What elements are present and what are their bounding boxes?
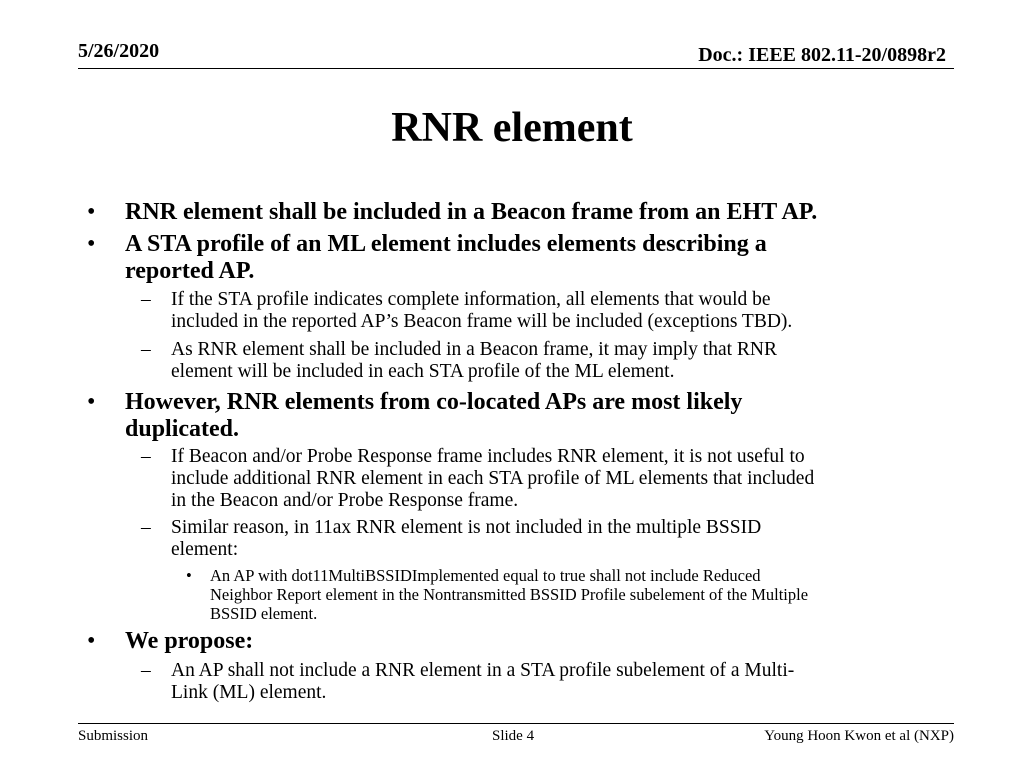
bullet-2-sub-2-line1: As RNR element shall be included in a Beacon frame, it may imply that RNR bbox=[171, 339, 777, 360]
bullet-1 bbox=[87, 199, 925, 226]
header-doc-id: Doc.: IEEE 802.11-20/0898r2 bbox=[698, 44, 946, 66]
bullet-2-sub-1-line2: included in the reported AP’s Beacon frame will be included (exceptions TBD). bbox=[171, 311, 793, 332]
bullet-2 bbox=[87, 231, 925, 285]
bullet-2-sub-2 bbox=[141, 339, 941, 383]
slide-title: RNR element bbox=[391, 105, 633, 151]
bullet-3-sub-2-sub-1-line3: BSSID element. bbox=[210, 604, 318, 623]
footer-submission: Submission bbox=[78, 728, 149, 744]
bullet-3-sub-2-line2: element: bbox=[171, 539, 239, 560]
bullet-dot: • bbox=[87, 199, 96, 225]
bullet-3-line2: duplicated. bbox=[125, 416, 240, 442]
dash-bullet: – bbox=[141, 517, 151, 538]
bullet-3-sub-1 bbox=[141, 446, 941, 512]
dash-bullet: – bbox=[141, 446, 151, 467]
dash-bullet: – bbox=[141, 660, 151, 681]
bullet-3-sub-2-sub-1-line1: An AP with dot11MultiBSSIDImplemented equal to true shall not include Reduced bbox=[210, 566, 761, 585]
footer-slide-number: Slide 4 bbox=[492, 728, 535, 744]
bullet-3-sub-1-line1: If Beacon and/or Probe Response frame includes RNR element, it is not useful to bbox=[171, 446, 805, 467]
header-date: 5/26/2020 bbox=[78, 40, 160, 62]
bullet-4-sub-1-line1: An AP shall not include a RNR element in a STA profile subelement of a Multi- bbox=[171, 660, 795, 681]
bullet-4 bbox=[87, 628, 925, 655]
bullet-3 bbox=[87, 389, 925, 443]
bullet-3-sub-1-line3: in the Beacon and/or Probe Response frame. bbox=[171, 490, 519, 511]
header-rule bbox=[78, 68, 954, 69]
bullet-dot: • bbox=[87, 231, 96, 257]
bullet-4-text: We propose: bbox=[125, 628, 254, 654]
dash-bullet: – bbox=[141, 289, 151, 310]
bullet-3-sub-1-line2: include additional RNR element in each STA profile of ML elements that included bbox=[171, 468, 815, 489]
bullet-3-sub-2-line1: Similar reason, in 11ax RNR element is not included in the multiple BSSID bbox=[171, 517, 762, 538]
bullet-2-sub-1-line1: If the STA profile indicates complete information, all elements that would be bbox=[171, 289, 771, 310]
bullet-3-sub-2-sub-1-line2: Neighbor Report element in the Nontransmitted BSSID Profile subelement of the Multiple bbox=[210, 585, 809, 604]
bullet-2-sub-1 bbox=[141, 289, 941, 333]
bullet-4-sub-1-line2: Link (ML) element. bbox=[171, 682, 327, 703]
bullet-3-sub-2 bbox=[141, 517, 941, 561]
bullet-dot: • bbox=[87, 389, 96, 415]
bullet-dot: • bbox=[87, 628, 96, 654]
bullet-3-sub-2-sub-1 bbox=[186, 566, 940, 623]
bullet-2-sub-2-line2: element will be included in each STA profile of the ML element. bbox=[171, 361, 675, 382]
bullet-2-line1: A STA profile of an ML element includes elements describing a bbox=[125, 231, 767, 257]
bullet-2-line2: reported AP. bbox=[125, 258, 255, 284]
footer-rule bbox=[78, 723, 954, 724]
dash-bullet: – bbox=[141, 339, 151, 360]
bullet-3-line1: However, RNR elements from co-located APs are most likely bbox=[125, 389, 743, 415]
bullet-1-text: RNR element shall be included in a Beacon frame from an EHT AP. bbox=[125, 199, 818, 225]
footer-author: Young Hoon Kwon et al (NXP) bbox=[764, 728, 954, 744]
bullet-4-sub-1 bbox=[141, 660, 941, 704]
small-bullet-dot: • bbox=[186, 566, 192, 585]
